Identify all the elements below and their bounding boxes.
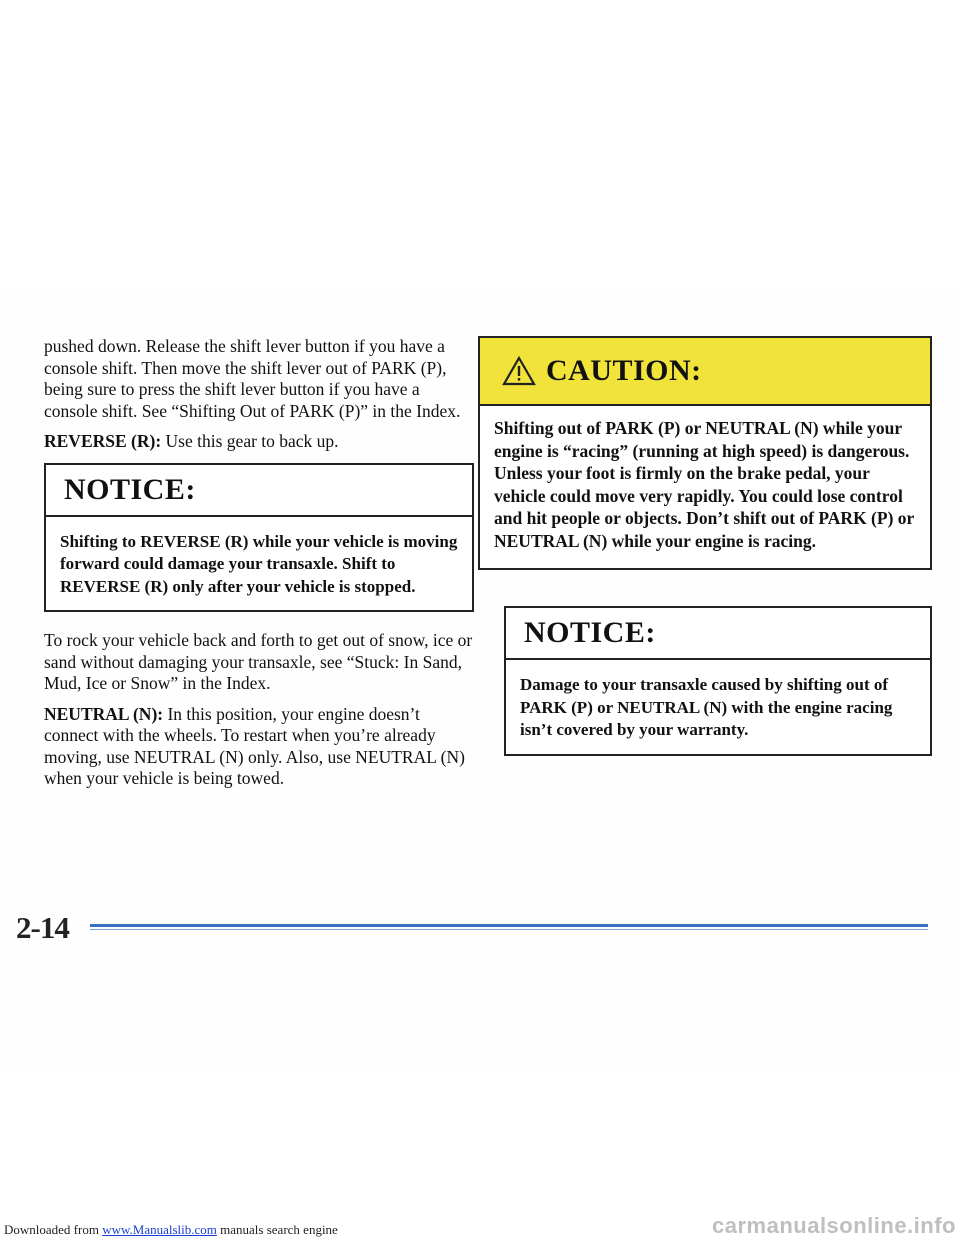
caution-box [478,336,932,570]
watermark: carmanualsonline.info [712,1213,956,1238]
manualslib-link[interactable]: www.Manualslib.com [102,1222,217,1237]
footer-rule-thin [90,929,928,930]
notice-text: Damage to your transaxle caused by shifting out of PARK (P) or NEUTRAL (N) with the engine racing isn’t covered by your warranty. [520,675,893,739]
caution-text: Shifting out of PARK (P) or NEUTRAL (N) while your engine is “racing” (running at high speed) is dangerous. Unless your foot is firmly on the brake pedal, your vehicle could move very rapidly. You could lose control and hit people or objects. Don’t shift out of PARK (P) or NEUTRAL (N) while your engine is racing. [494,418,914,551]
left-column [44,336,474,799]
notice-box-reverse [44,463,474,613]
page-number: 2-14 [16,910,69,945]
rock-vehicle-paragraph: To rock your vehicle back and forth to get out of snow, ice or sand without damaging your transaxle, see “Stuck: In Sand, Mud, Ice or Snow” in the Index. [44,630,473,693]
download-suffix: manuals search engine [216,1222,338,1237]
neutral-label: NEUTRAL (N): [44,703,164,724]
neutral-paragraph [44,704,474,790]
caution-title: CAUTION: [546,354,702,387]
download-prefix: Downloaded from [4,1222,103,1237]
warning-triangle-icon [502,356,536,386]
neutral-text: In this position, your engine doesn’t connect with the wheels. To restart when you’re already moving, use NEUTRAL (N) only. Also, use NEUTRAL (N) when your vehicle is being towed. [44,703,465,788]
right-column [478,336,932,756]
caution-header [480,338,930,406]
intro-paragraph: pushed down. Release the shift lever button if you have a console shift. Then move the shift lever out of PARK (P), being sure to press the shift lever button if you have a console shift. See “Shifting Out of PARK (P)” in the Index. [44,336,461,421]
notice-title: NOTICE: [46,465,472,517]
footer-rule [90,924,928,927]
reverse-paragraph [44,431,474,453]
reverse-text: Use this gear to back up. [161,431,339,451]
notice-box-warranty [504,606,932,756]
reverse-label: REVERSE (R): [44,431,162,451]
notice-text: Shifting to REVERSE (R) while your vehicle is moving forward could damage your transaxle. Shift to REVERSE (R) only after your vehicle is stopped. [60,531,458,596]
notice-title: NOTICE: [506,608,930,660]
download-note [0,1222,338,1242]
